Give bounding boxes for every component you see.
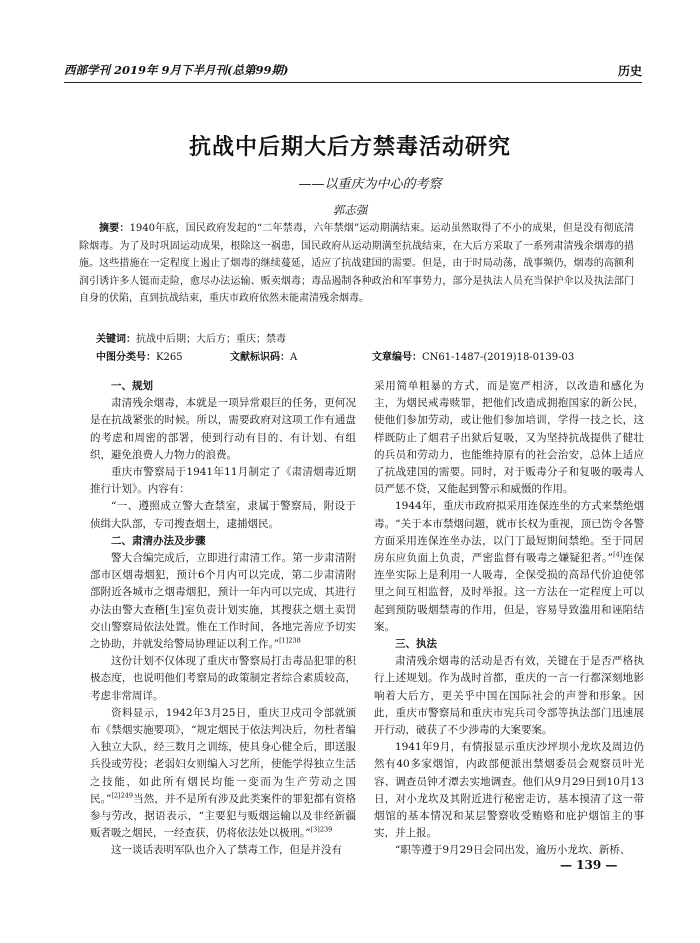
right-column — [374, 378, 644, 860]
doc-label: 文献标识码： — [230, 352, 290, 363]
section-heading-3: 三、执法 — [395, 638, 437, 651]
paragraph-text: 1944年，重庆市政府拟采用连保连坐的方式来禁绝烟毒。“关于本市禁烟问题，就市长权为重视，顶已饬令各警方面采用连保连坐办法，以门丁最短期间禁绝。至于同居房东应负面上负责，严密监督有吸毒之嫌疑犯者。” — [374, 500, 644, 565]
paragraph-text: 连保连坐实际上是利用一人吸毒，全保受损的高昂代价迫使邻里之间互相监督，及时举报。这一方法在一定程度上可以起到预防吸烟禁毒的作用，但是，容易导致滥用和诬陷结案。 — [374, 552, 645, 633]
document-code — [230, 348, 297, 363]
paragraph: 1941年9月，有情报显示重庆沙坪坝小龙坎及周边仍然有40多家烟馆，内政部便派出禁烟委员会观察员叶光容、调查员钟才潭去实地调查。他们从9月29日到10月13日，对小龙坎及其附近进行秘密走访，基本摸清了这一带烟馆的基本情况和某层警察收受贿赂和庇护烟馆主的事实，并上报。 — [374, 741, 644, 840]
keywords — [96, 330, 286, 345]
subsection-heading: 二、肃清办法及步骤 — [111, 534, 206, 547]
clc-label: 中图分类号： — [96, 352, 156, 363]
section-label: 历史 — [617, 64, 642, 78]
abstract-text: 1940年底，国民政府发起的“二年禁毒，六年禁烟”运动期满结束。运动虽然取得了不小的成果，但是没有彻底清除烟毒。为了及时巩固运动成果，根除这一祸患，国民政府从运动期满至抗战结束，在大后方采取了一系列肃清残余烟毒的措施。这些措施在一定程度上遏止了烟毒的继续蔓延，适应了抗战建国的需要。但是，由于时局动荡，战事频仍，烟毒的高额利润引诱许多人铤而走险，愈尽办法运输、贩卖烟毒；毒品遏制各种政治和军事势力，部分是执法人员充当保护伞以及执法部门自身的伏陷，直到抗战结束，重庆市政府依然未能肃清残余烟毒。 — [79, 223, 635, 304]
abstract-label: 摘要： — [99, 223, 130, 234]
paragraph — [90, 705, 356, 843]
art-value: CN61-1487-(2019)18-0139-03 — [422, 352, 575, 363]
paragraph: 这一谈话表明军队也介入了禁毒工作，但是并没有 — [111, 844, 342, 857]
paragraph: 肃清残余烟毒的活动是否有效，关键在于是否严格执行上述规划。作为战时首都，重庆的一言一行都深刻地影响着大后方，更关乎中国在国际社会的声誉和形象。因此，重庆市警察局和重庆市宪兵司令部等执法部门迅速展开行动，破获了不少涉毒的大案要案。 — [374, 655, 644, 737]
left-column — [90, 378, 356, 860]
keywords-text: 抗战中后期；大后方；重庆；禁毒 — [136, 334, 286, 345]
paragraph — [374, 498, 644, 636]
page-number: — 139 — — [560, 858, 618, 872]
journal-name: 西部学刊 2019年 9月下半月刊(总第99期) — [64, 63, 289, 77]
paragraph-text: 警大合编完成后，立即进行肃清工作。第一步肃清附部市区烟毒烟犯，预计6个月内可以完成，第二步肃清附部附近各城市之烟毒烟犯，预计一年内可以完成，其进行办法由警大查稽[生]室负责计划实施，其搜获之烟土卖罚交山警察局依法处置。惟在工作时间，各地完善应予切实之协助，并就发给警局协理证以利工作。” — [90, 552, 356, 651]
citation: [1]238 — [279, 636, 301, 645]
clc-value: K265 — [156, 352, 183, 363]
quote-paragraph: “一、遵照成立警大查禁室，隶属于警察局，附设于侦缉大队部，专司搜查烟土，逮捕烟民。 — [90, 500, 356, 530]
quote-paragraph — [90, 550, 356, 653]
citation: [3]239 — [310, 825, 333, 834]
author-name: 郭志强 — [332, 203, 368, 217]
citation: [4] — [613, 550, 623, 559]
paragraph-text: 当然，并不是所有涉及此类案件的罪犯都有资格参与劳改，据语表示，“主要犯与贩烟运输以及非经新疆贩者吸之烟民，一经查获，仍将依法处以极刑。” — [90, 792, 356, 840]
article-number — [372, 348, 574, 363]
paragraph-text: 资料显示，1942年3月25日，重庆卫戍司令部就颁布《禁烟实施要项》，“规定烟民于依法判决后，勿杜者编入独立大队，经三数月之训练，使具身心健全后，即送服兵役或劳役；老弱妇女则编入习艺所，使能学得独立生活之技能，如此所有烟民均能一变而为生产劳动之国民。” — [90, 706, 356, 805]
paragraph: “职等遵于9月29日会同出发，逾历小龙坎、新桥、 — [395, 844, 631, 857]
citation: [2]249 — [111, 791, 133, 800]
paragraph: 肃清残余烟毒，本就是一项异常艰巨的任务，更何况是在抗战紧张的时候。所以，需要政府对这项工作有通盘的考虑和周密的部署，使到行动有目的、有计划、有组织，避免浪费人力物力的浪费。 — [90, 397, 356, 461]
article-title: 抗战中后期大后方禁毒活动研究 — [188, 135, 511, 160]
doc-value: A — [290, 352, 298, 363]
section-heading-1: 一、规划 — [111, 380, 153, 392]
article-subtitle: ——以重庆为中心的考察 — [298, 177, 442, 192]
art-label: 文章编号： — [372, 352, 422, 363]
paragraph: 这份计划不仅体现了重庆市警察局打击毒品犯罪的积极态度，也说明他们考察局的政策制定者综合素质较高，考虑非常周详。 — [90, 655, 356, 702]
paragraph: 重庆市警察局于1941年11月制定了《肃清烟毒近期推行计划》。内容有： — [90, 466, 356, 496]
clc-number — [96, 348, 183, 363]
paragraph: 采用简单粗暴的方式，而是宽严相济，以改造和感化为主，为烟民戒毒赎罪，把他们改造成拥抱国家的新公民，使他们参加劳动，或让他们参加培训，学得一技之长，这样既防止了烟君子出狱后复吸，又为坚持抗战提供了健壮的兵员和劳动力，也能维持原有的社会治安，总体上适应了抗战建国的需要。同时，对于贩毒分子和复吸的吸毒人员严惩不贷，又能起到警示和威慑的作用。 — [374, 380, 644, 496]
keywords-label: 关键词： — [96, 334, 136, 345]
abstract — [79, 220, 634, 308]
running-header — [64, 60, 642, 83]
